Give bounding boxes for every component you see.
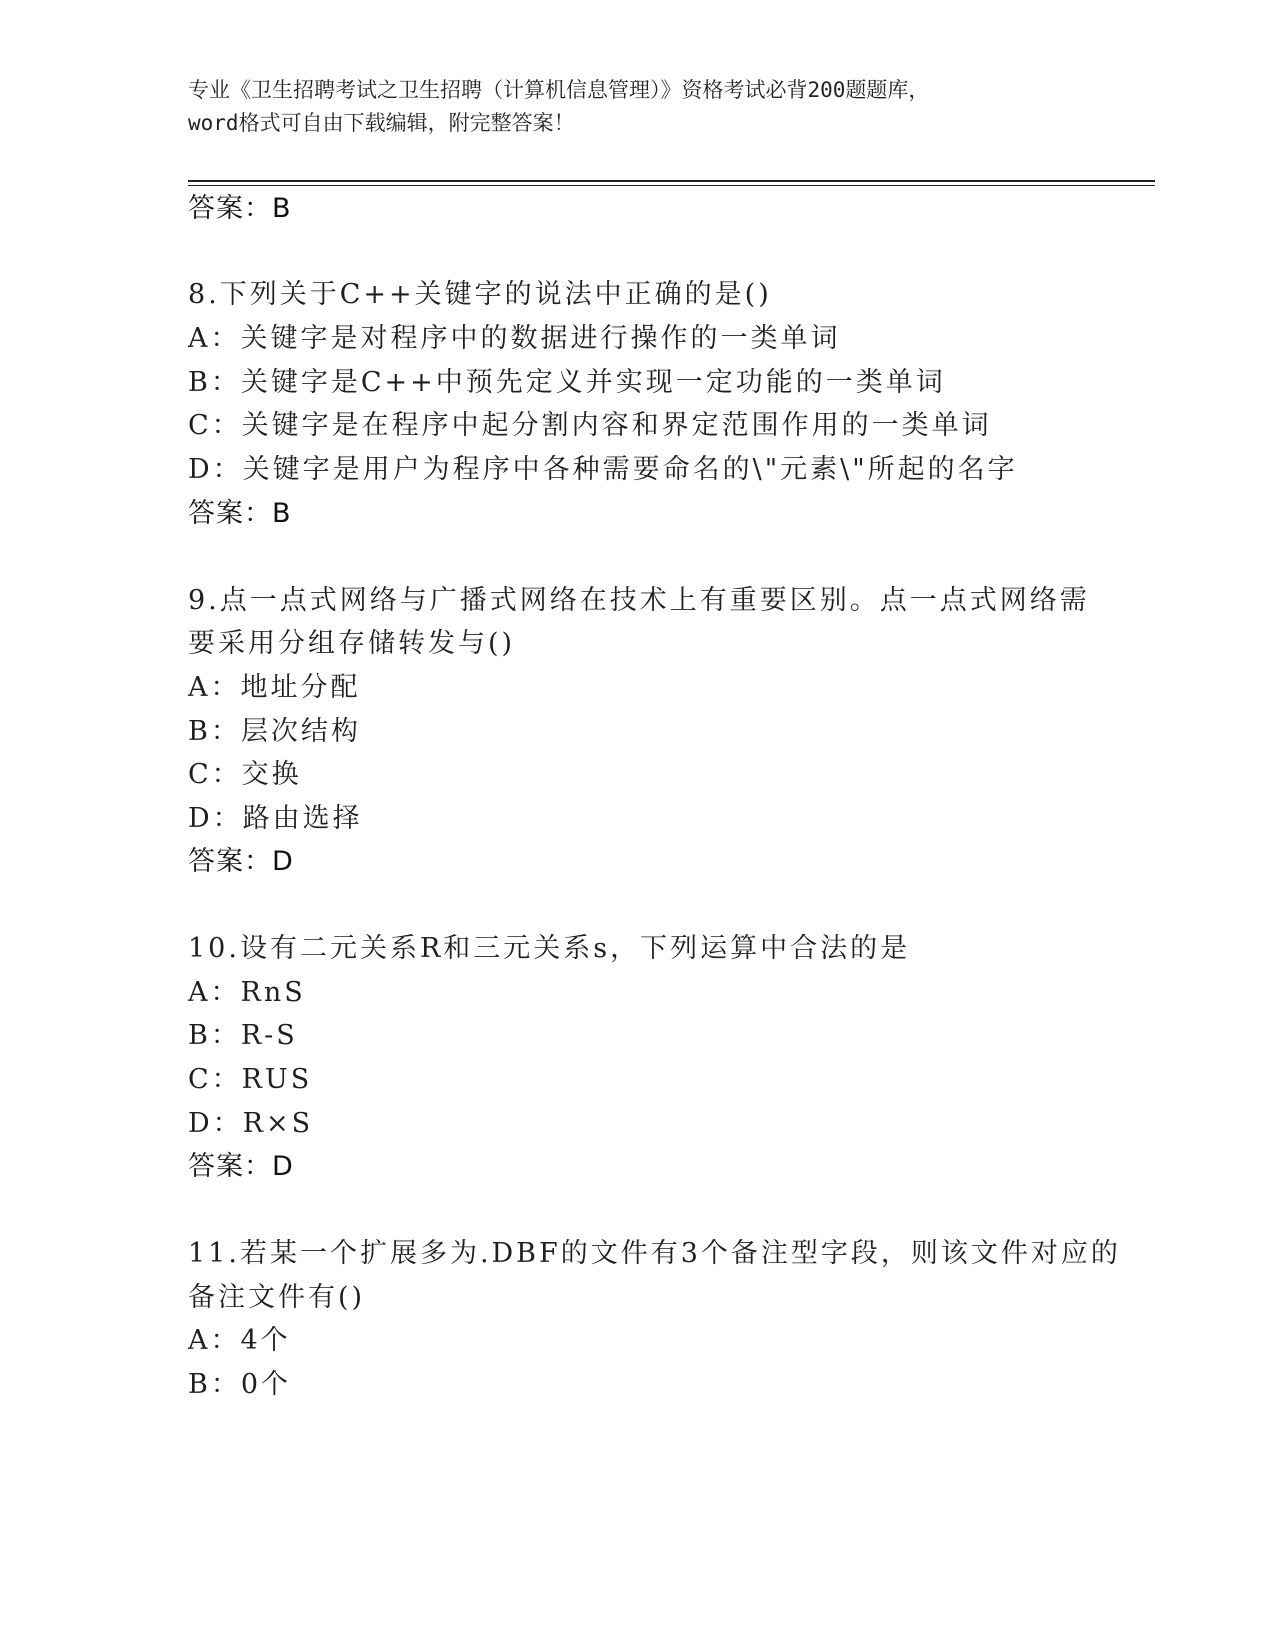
question-9-option-d: D：路由选择 bbox=[188, 803, 363, 834]
question-10-option-d: D：R×S bbox=[188, 1108, 314, 1139]
question-8-option-b: B：关键字是C++中预先定义并实现一定功能的一类单词 bbox=[188, 367, 946, 398]
question-8-option-d: D：关键字是用户为程序中各种需要命名的\"元素\"所起的名字 bbox=[188, 454, 1018, 485]
question-9-answer: 答案：D bbox=[188, 846, 294, 877]
question-11-stem-line-2: 备注文件有() bbox=[188, 1282, 366, 1313]
question-9-stem-line-2: 要采用分组存储转发与() bbox=[188, 628, 516, 659]
question-8-answer: 答案：B bbox=[188, 498, 292, 529]
header-divider-top bbox=[188, 180, 1155, 182]
question-11-option-a: A：4个 bbox=[188, 1325, 291, 1356]
question-9-option-b: B：层次结构 bbox=[188, 716, 361, 747]
question-10-option-b: B：R-S bbox=[188, 1020, 298, 1051]
previous-answer: 答案：B bbox=[188, 193, 292, 224]
question-10-option-a: A：RnS bbox=[188, 977, 306, 1008]
question-9-stem-line-1: 9.点一点式网络与广播式网络在技术上有重要区别。点一点式网络需 bbox=[188, 585, 1090, 616]
question-8-option-c: C：关键字是在程序中起分割内容和界定范围作用的一类单词 bbox=[188, 410, 992, 441]
question-10-option-c: C：RUS bbox=[188, 1064, 313, 1095]
header-line-2: word格式可自由下载编辑，附完整答案！ bbox=[188, 111, 575, 135]
header-divider-bottom bbox=[188, 185, 1155, 186]
question-8-stem: 8.下列关于C++关键字的说法中正确的是() bbox=[188, 279, 772, 310]
question-10-stem: 10.设有二元关系R和三元关系s，下列运算中合法的是 bbox=[188, 933, 911, 964]
question-8-option-a: A：关键字是对程序中的数据进行操作的一类单词 bbox=[188, 323, 841, 354]
question-11-option-b: B：0个 bbox=[188, 1369, 292, 1400]
question-9-option-c: C：交换 bbox=[188, 759, 302, 790]
question-10-answer: 答案：D bbox=[188, 1151, 294, 1182]
question-9-option-a: A：地址分配 bbox=[188, 672, 361, 703]
document-header bbox=[188, 74, 1088, 140]
header-line-1: 专业《卫生招聘考试之卫生招聘（计算机信息管理）》资格考试必背200题题库， bbox=[188, 78, 930, 102]
question-11-stem-line-1: 11.若某一个扩展多为.DBF的文件有3个备注型字段，则该文件对应的 bbox=[188, 1238, 1121, 1269]
